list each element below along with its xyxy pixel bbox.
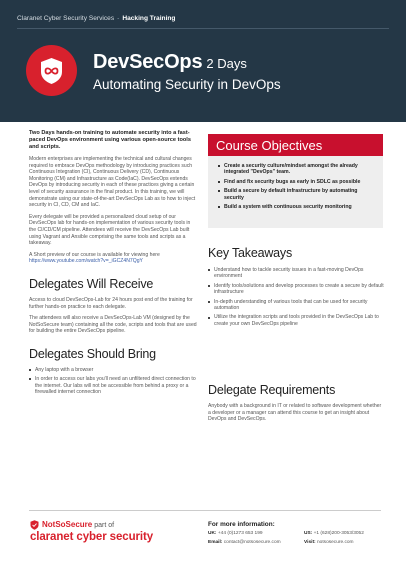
notsosecure-logo xyxy=(42,520,114,529)
takeaways-heading: Key Takeaways xyxy=(208,246,293,260)
us-phone-value: +1 (628)200-3053/3052 xyxy=(313,531,364,536)
requirements-heading: Delegate Requirements xyxy=(208,383,336,397)
list-item: Utilize the integration scripts and tools provided in the DevSecOps Lab to create your own DevSecOps pipeline xyxy=(208,314,384,327)
receive-paragraph: Access to cloud DevSecOps-Lab for 24 hours post end of the training for further hands-on practice to each delegate. xyxy=(29,296,193,310)
intro-lead: Two Days hands-on training to automate security into a fast-paced DevOps environment using various open-source tools and scripts. xyxy=(29,130,191,150)
company-name: Claranet Cyber Security Services xyxy=(17,15,115,22)
list-item: Build a system with continuous security monitoring xyxy=(218,204,375,210)
more-info-heading: For more information: xyxy=(208,521,275,528)
course-logo xyxy=(26,45,77,96)
website-contact xyxy=(304,540,354,545)
email-contact xyxy=(208,540,281,545)
takeaways-section xyxy=(208,246,384,330)
list-item: Create a security culture/mindset amongst the already integrated "DevOps" team. xyxy=(218,163,375,176)
list-item: Understand how to tackle security issues in a fast-moving DevOps environment xyxy=(208,267,384,280)
email-label: Email: xyxy=(208,540,223,545)
website-link[interactable]: notsosecure.com xyxy=(317,540,354,545)
left-column xyxy=(29,130,197,399)
bring-list xyxy=(29,367,197,396)
list-item: In-depth understanding of various tools that can be used for security automation xyxy=(208,299,384,312)
intro-paragraph: Modern enterprises are implementing the technical and cultural changes required to embrace DevOps methodology by introducing practices such Continuous Integration (CI), Continuous Delivery (CD), Continuous Monitoring (CM) and Infrastructure as Code(IaC). DevSecOps extends DevOps by introducing security in each of these practices giving a certain level of security assurance in the final product. In this training, we will demonstrate using our state-of-the-art DevSecOps Lab as to how to inject security in CI, CD, CM and IaC. xyxy=(29,156,196,209)
claranet-logo: claranet cyber security xyxy=(30,531,153,543)
us-phone xyxy=(304,531,364,536)
takeaways-list xyxy=(208,267,384,327)
uk-phone-value: +44 (0)1273 653 199 xyxy=(217,531,263,536)
page-title xyxy=(93,51,247,74)
bring-heading: Delegates Should Bring xyxy=(29,346,156,361)
list-item: In order to access our labs you'll need an unfiltered direct connection to the internet. Our labs will not be accessible from behind a proxy or a firewalled internet connection xyxy=(29,376,197,395)
brand-name: NotSoSecure xyxy=(42,520,93,529)
visit-label: Visit: xyxy=(304,540,316,545)
requirements-section xyxy=(208,383,384,423)
receive-heading: Delegates Will Receive xyxy=(29,276,154,291)
breadcrumb xyxy=(17,15,175,22)
objectives-header xyxy=(208,134,383,156)
objectives-box xyxy=(208,156,383,228)
receive-paragraph: The attendees will also receive a DevSecOps-Lab VM (designed by the NotSoSecure team) containing all the code, scripts and tools that are used for building the entire DevSecOps pipeline. xyxy=(29,315,197,335)
footer-divider xyxy=(29,510,381,511)
section-name: Hacking Training xyxy=(122,15,176,22)
preview-video-link[interactable]: https://www.youtube.com/watch?v=_iGCZ4N7QgY xyxy=(29,258,143,265)
list-item: Build a secure by default infrastructure by automating security xyxy=(218,188,375,201)
breadcrumb-separator: - xyxy=(117,15,120,22)
email-link[interactable]: contact@notsosecure.com xyxy=(223,540,281,545)
us-label: US: xyxy=(304,531,313,536)
shield-icon xyxy=(30,520,39,530)
requirements-text: Anybody with a background in IT or related to software development whether a developer or a manager can attend this course to get an insight about DevOps and DevSecOps. xyxy=(208,403,382,423)
course-subtitle: Automating Security in DevOps xyxy=(93,77,281,92)
header-divider xyxy=(17,28,389,29)
header-banner xyxy=(0,0,406,122)
course-duration: 2 Days xyxy=(206,56,247,71)
list-item: Any laptop with a browser xyxy=(29,367,197,373)
uk-label: UK: xyxy=(208,531,217,536)
list-item: Find and fix security bugs as early in SDLC as possible xyxy=(218,179,375,185)
part-of-text: part of xyxy=(94,522,115,529)
uk-phone xyxy=(208,531,263,536)
infinity-icon xyxy=(26,45,77,96)
course-title: DevSecOps xyxy=(93,51,203,73)
intro-paragraph: A Short preview of our course is available for viewing here xyxy=(29,251,160,258)
intro-paragraph: Every delegate will be provided a personalized cloud setup of our DevSecOps lab for hands-on implementation of various security tools in the CI/CD/CM pipeline. Attendees will receive the DevSecOps Lab built using Vagrant and Ansible comprising the same tools and scripts as a takeaway. xyxy=(29,213,191,247)
list-item: Identify tools/solutions and develop processes to create a secure by default infrastructure xyxy=(208,283,384,296)
objectives-heading: Course Objectives xyxy=(216,138,323,153)
